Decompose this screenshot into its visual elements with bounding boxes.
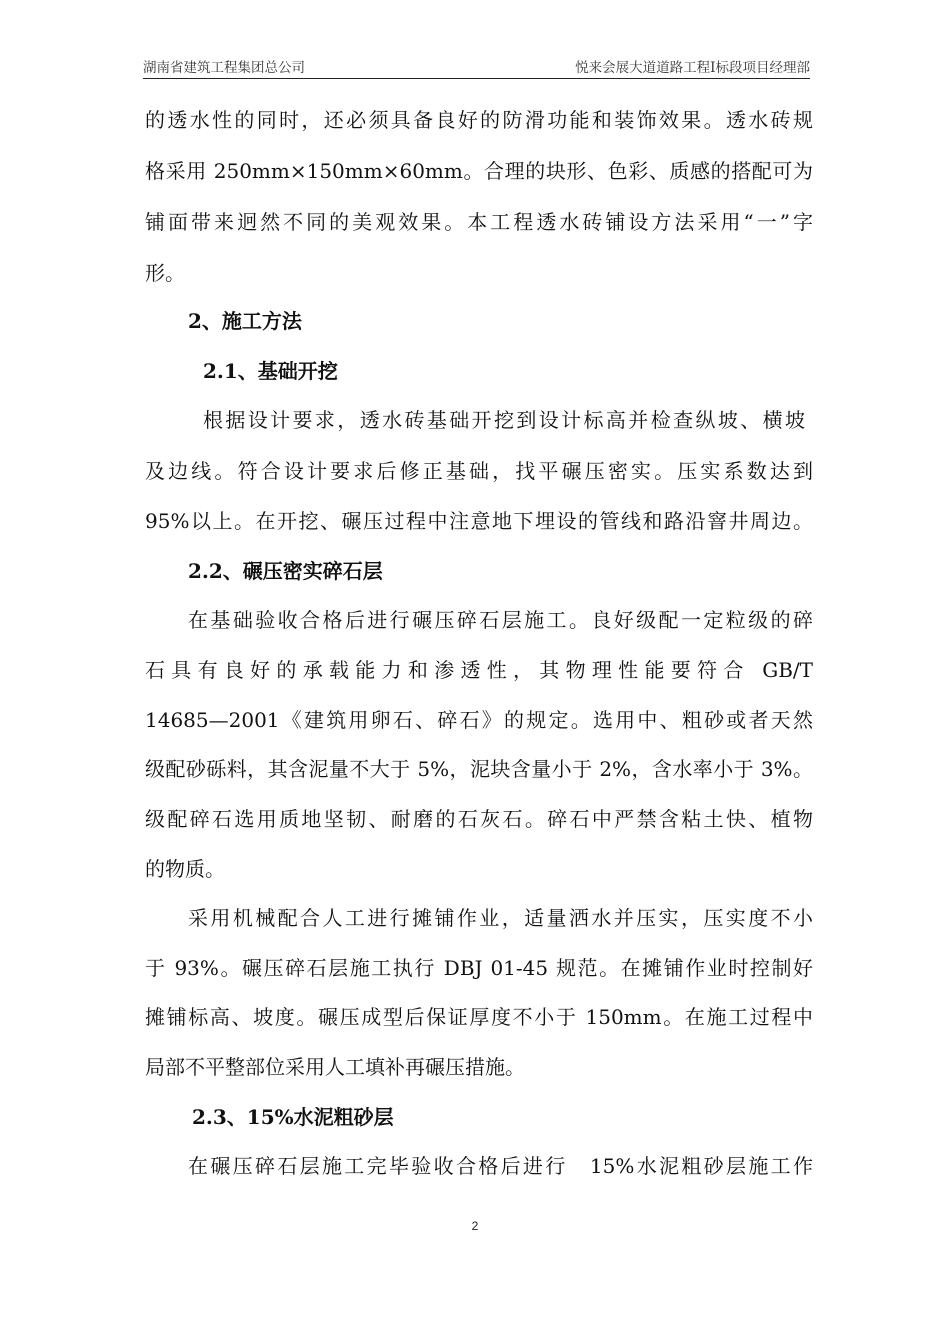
body-line: 在基础验收合格后进行碾压碎石层施工。良好级配一定粒级的碎 <box>188 608 813 632</box>
body-line: 铺面带来迥然不同的美观效果。本工程透水砖铺设方法采用“一”字 <box>145 210 813 234</box>
body-line: 95%以上。在开挖、碾压过程中注意地下埋设的管线和路沿窨井周边。 <box>145 509 813 533</box>
page-number: 2 <box>471 1219 479 1233</box>
body-line: 格采用 250mm×150mm×60mm。合理的块形、色彩、质感的搭配可为 <box>145 159 813 183</box>
body-line: 形。 <box>145 261 185 285</box>
subsection-heading: 2.3、15%水泥粗砂层 <box>192 1105 394 1129</box>
body-line: 的透水性的同时，还必须具备良好的防滑功能和装饰效果。透水砖规 <box>145 108 813 132</box>
page-header <box>143 52 810 79</box>
body-line: 根据设计要求，透水砖基础开挖到设计标高并检查纵坡、横坡 <box>203 408 805 432</box>
body-line: 摊铺标高、坡度。碾压成型后保证厚度不小于 150mm。在施工过程中 <box>145 1005 813 1029</box>
body-line: 的物质。 <box>145 857 225 881</box>
header-project: 悦来会展大道道路工程Ⅰ标段项目经理部 <box>575 60 810 76</box>
body-line: 级配砂砾料，其含泥量不大于 5%，泥块含量小于 2%，含水率小于 3%。 <box>145 757 813 781</box>
body-line: 在碾压碎石层施工完毕验收合格后进行 15%水泥粗砂层施工作 <box>188 1154 813 1178</box>
section-heading: 2、施工方法 <box>188 309 302 333</box>
body-line: 于 93%。碾压碎石层施工执行 DBJ 01-45 规范。在摊铺作业时控制好 <box>145 956 813 980</box>
subsection-heading: 2.1、基础开挖 <box>203 359 338 383</box>
body-line: 采用机械配合人工进行摊铺作业，适量洒水并压实，压实度不小 <box>188 906 813 930</box>
body-line: 及边线。符合设计要求后修正基础，找平碾压密实。压实系数达到 <box>145 459 813 483</box>
body-line: 石具有良好的承载能力和渗透性，其物理性能要符合 GB/T <box>145 658 813 682</box>
body-line: 级配碎石选用质地坚韧、耐磨的石灰石。碎石中严禁含粘土快、植物 <box>145 807 813 831</box>
body-line: 14685—2001《建筑用卵石、碎石》的规定。选用中、粗砂或者天然 <box>145 708 813 732</box>
body-line: 局部不平整部位采用人工填补再碾压措施。 <box>145 1055 525 1079</box>
subsection-heading: 2.2、碾压密实碎石层 <box>188 559 383 583</box>
header-company: 湖南省建筑工程集团总公司 <box>143 60 305 76</box>
